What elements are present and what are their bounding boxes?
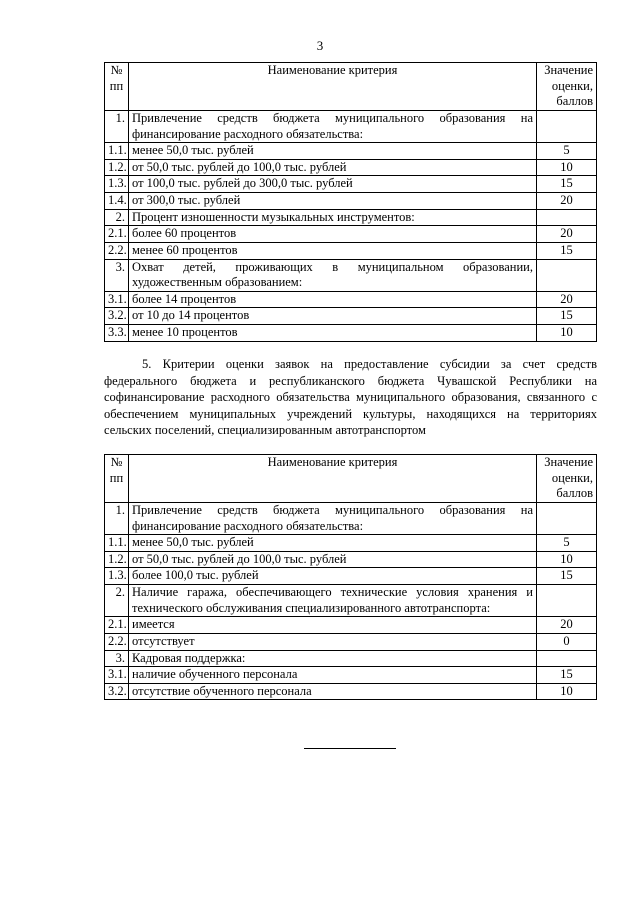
table-row xyxy=(105,667,597,684)
row-num: 3.1. xyxy=(105,291,129,308)
row-value: 5 xyxy=(537,535,597,552)
row-value xyxy=(537,259,597,291)
header-num: № пп xyxy=(105,455,129,503)
row-num: 3.3. xyxy=(105,325,129,342)
row-value: 15 xyxy=(537,568,597,585)
row-name: имеется xyxy=(129,617,537,634)
row-num: 1. xyxy=(105,110,129,142)
row-name: Процент изношенности музыкальных инструментов: xyxy=(129,209,537,226)
row-name: Привлечение средств бюджета муниципального образования на финансирование расходного обязательства: xyxy=(129,110,537,142)
row-value: 10 xyxy=(537,325,597,342)
row-name: от 10 до 14 процентов xyxy=(129,308,537,325)
row-num: 1.1. xyxy=(105,143,129,160)
table-row xyxy=(105,535,597,552)
row-name: от 300,0 тыс. рублей xyxy=(129,193,537,210)
row-value: 15 xyxy=(537,667,597,684)
table-row xyxy=(105,633,597,650)
row-value: 15 xyxy=(537,308,597,325)
row-value: 10 xyxy=(537,159,597,176)
table-header-row xyxy=(105,63,597,111)
row-num: 2.2. xyxy=(105,633,129,650)
row-value: 20 xyxy=(537,226,597,243)
table-header-row xyxy=(105,455,597,503)
table-row xyxy=(105,617,597,634)
criteria-table-1 xyxy=(104,62,597,342)
row-value: 0 xyxy=(537,633,597,650)
row-num: 3.1. xyxy=(105,667,129,684)
end-separator-line xyxy=(304,748,396,749)
row-name: менее 50,0 тыс. рублей xyxy=(129,143,537,160)
header-name: Наименование критерия xyxy=(129,455,537,503)
row-name: более 14 процентов xyxy=(129,291,537,308)
header-name: Наименование критерия xyxy=(129,63,537,111)
row-num: 3.2. xyxy=(105,308,129,325)
table-row xyxy=(105,325,597,342)
page-number: 3 xyxy=(316,38,324,53)
row-name: Наличие гаража, обеспечивающего технические условия хранения и технического обслуживания специализированного автотранспорта: xyxy=(129,585,537,617)
row-name: от 50,0 тыс. рублей до 100,0 тыс. рублей xyxy=(129,551,537,568)
table-row xyxy=(105,683,597,700)
row-value: 20 xyxy=(537,193,597,210)
row-name: отсутствует xyxy=(129,633,537,650)
row-num: 1.3. xyxy=(105,176,129,193)
row-value xyxy=(537,585,597,617)
row-num: 2.1. xyxy=(105,226,129,243)
row-name: Привлечение средств бюджета муниципального образования на финансирование расходного обязательства: xyxy=(129,502,537,534)
row-num: 1.2. xyxy=(105,159,129,176)
table-row xyxy=(105,585,597,617)
criteria-table-2 xyxy=(104,454,597,700)
row-num: 1. xyxy=(105,502,129,534)
header-value: Значение оценки, баллов xyxy=(537,455,597,503)
row-num: 3. xyxy=(105,650,129,667)
table-row xyxy=(105,308,597,325)
row-value: 15 xyxy=(537,242,597,259)
row-name: наличие обученного персонала xyxy=(129,667,537,684)
row-value: 10 xyxy=(537,551,597,568)
row-num: 1.4. xyxy=(105,193,129,210)
row-name: от 100,0 тыс. рублей до 300,0 тыс. рублей xyxy=(129,176,537,193)
row-name: Кадровая поддержка: xyxy=(129,650,537,667)
row-name: менее 60 процентов xyxy=(129,242,537,259)
table-row xyxy=(105,159,597,176)
row-value: 10 xyxy=(537,683,597,700)
row-value xyxy=(537,650,597,667)
row-num: 2. xyxy=(105,585,129,617)
row-value xyxy=(537,502,597,534)
table-row xyxy=(105,259,597,291)
table-row xyxy=(105,193,597,210)
table-row xyxy=(105,226,597,243)
row-num: 3. xyxy=(105,259,129,291)
table-row xyxy=(105,568,597,585)
row-num: 2.1. xyxy=(105,617,129,634)
row-value: 20 xyxy=(537,291,597,308)
row-value xyxy=(537,110,597,142)
row-name: менее 50,0 тыс. рублей xyxy=(129,535,537,552)
table-row xyxy=(105,502,597,534)
row-num: 1.2. xyxy=(105,551,129,568)
row-value: 5 xyxy=(537,143,597,160)
row-name: более 60 процентов xyxy=(129,226,537,243)
section-5-paragraph: 5. Критерии оценки заявок на предоставление субсидии за счет средств федерального бюджета и республиканского бюджета Чувашской Республики на софинансирование расходного обязательства муниципального образования, связанного с обеспечением муниципальных учреждений культуры, находящихся на территориях сельских поселений, специализированным автотранспортом xyxy=(104,357,597,437)
table-row xyxy=(105,551,597,568)
table-row xyxy=(105,110,597,142)
header-num: № пп xyxy=(105,63,129,111)
row-num: 3.2. xyxy=(105,683,129,700)
table-row xyxy=(105,143,597,160)
table-row xyxy=(105,650,597,667)
table-row xyxy=(105,291,597,308)
header-value: Значение оценки, баллов xyxy=(537,63,597,111)
row-name: от 50,0 тыс. рублей до 100,0 тыс. рублей xyxy=(129,159,537,176)
row-value xyxy=(537,209,597,226)
table-row xyxy=(105,242,597,259)
row-name: отсутствие обученного персонала xyxy=(129,683,537,700)
row-num: 1.1. xyxy=(105,535,129,552)
row-num: 1.3. xyxy=(105,568,129,585)
row-num: 2.2. xyxy=(105,242,129,259)
row-name: Охват детей, проживающих в муниципальном образовании, художественным образованием: xyxy=(129,259,537,291)
row-name: более 100,0 тыс. рублей xyxy=(129,568,537,585)
row-value: 15 xyxy=(537,176,597,193)
row-name: менее 10 процентов xyxy=(129,325,537,342)
row-value: 20 xyxy=(537,617,597,634)
table-row xyxy=(105,209,597,226)
row-num: 2. xyxy=(105,209,129,226)
table-row xyxy=(105,176,597,193)
